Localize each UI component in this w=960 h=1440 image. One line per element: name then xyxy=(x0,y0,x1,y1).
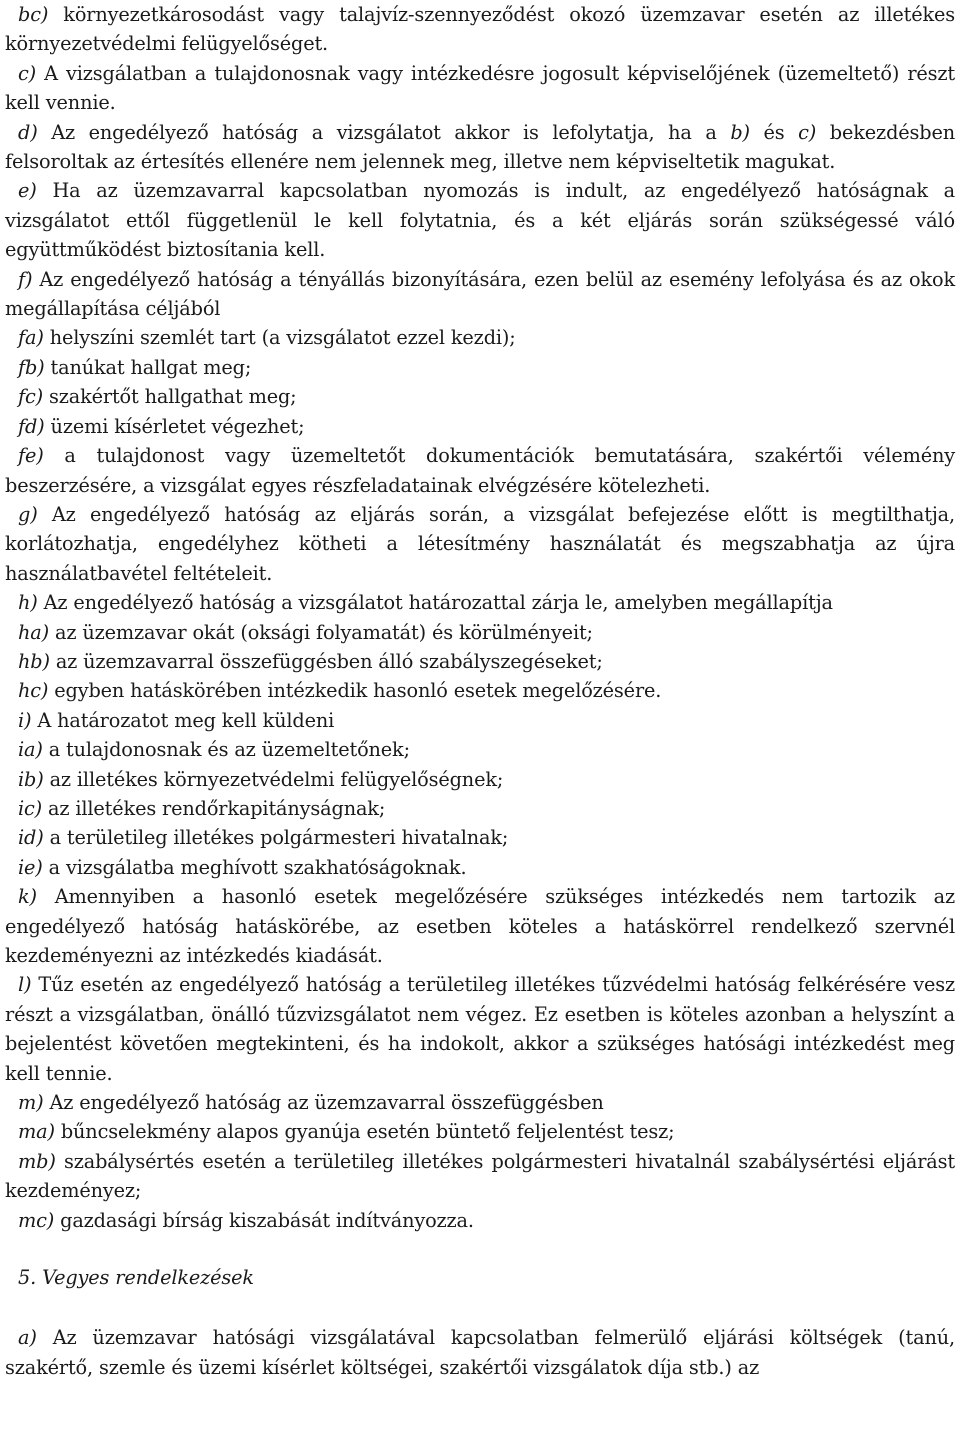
list-item-mc xyxy=(5,1206,955,1235)
item-label: fa) xyxy=(18,326,44,350)
item-label: h) xyxy=(18,591,38,615)
item-label: e) xyxy=(18,179,37,203)
item-label: hb) xyxy=(18,649,50,673)
item-text: üzemi kísérletet végezhet; xyxy=(50,414,305,438)
item-label: ia) xyxy=(18,738,43,762)
item-text: környezetkárosodást vagy talajvíz-szennyeződést okozó üzemzavar esetén az illetékes környezetvédelmi felügyelőséget. xyxy=(5,3,955,56)
item-label: mb) xyxy=(18,1149,56,1173)
item-label: mc) xyxy=(18,1208,55,1232)
item-text: bűncselekmény alapos gyanúja esetén büntető feljelentést tesz; xyxy=(60,1120,675,1144)
item-text: a tulajdonosnak és az üzemeltetőnek; xyxy=(48,738,410,762)
paragraph-h xyxy=(5,588,955,617)
item-label: d) xyxy=(18,120,38,144)
item-text: az illetékes környezetvédelmi felügyelőségnek; xyxy=(49,767,504,791)
item-text: a vizsgálatba meghívott szakhatóságoknak. xyxy=(48,855,467,879)
item-text: helyszíni szemlét tart (a vizsgálatot ezzel kezdi); xyxy=(49,326,516,350)
item-label: i) xyxy=(18,708,32,732)
item-text: az illetékes rendőrkapitányságnak; xyxy=(48,796,386,820)
item-label: hc) xyxy=(18,679,49,703)
list-item-ma xyxy=(5,1117,955,1146)
item-text: A határozatot meg kell küldeni xyxy=(37,708,335,732)
paragraph-mb xyxy=(5,1147,955,1206)
item-text: Ha az üzemzavarral kapcsolatban nyomozás is indult, az engedélyező hatóságnak a vizsgálatot ettől függetlenül le kell folytatnia, és a két eljárás során szükségessé váló együttműködést biztosítania kell. xyxy=(5,179,955,262)
list-item-hb xyxy=(5,647,955,676)
section-number: 5. xyxy=(18,1266,37,1290)
item-text: szabálysértés esetén a területileg illetékes polgármesteri hivatalnál szabálysértési eljárást kezdeményez; xyxy=(5,1149,955,1203)
item-label: bc) xyxy=(18,3,49,26)
item-text: Amennyiben a hasonló esetek megelőzésére szükséges intézkedés nem tartozik az engedélyező hatóság hatáskörébe, az esetben köteles a hatáskörrel rendelkező szervnél kezdeményezni az intézkedés kiadását. xyxy=(5,885,955,967)
item-text: Az engedélyező hatóság a vizsgálatot határozattal zárja le, amelyben megállapítja xyxy=(43,591,833,615)
item-text: Tűz esetén az engedélyező hatóság a területileg illetékes tűzvédelmi hatóság felkérésére vesz részt a vizsgálatban, önálló tűzvizsgálatot nem végez. Ez esetben is köteles azonban a helyszínt a bejelentést követően megtekinteni, és ha indokolt, akkor a szükséges hatósági intézkedést meg kell tennie. xyxy=(5,973,955,1085)
paragraph-l xyxy=(5,970,955,1088)
item-label: ie) xyxy=(18,855,43,879)
item-label: fc) xyxy=(18,385,44,409)
item-label: fd) xyxy=(18,414,45,438)
item-label: fb) xyxy=(18,355,45,379)
item-reference: c) xyxy=(798,120,817,144)
paragraph-c xyxy=(5,59,955,118)
item-text: bekezdésben felsoroltak az értesítés ellenére nem jelennek meg, illetve nem képviseltetik magukat. xyxy=(5,120,955,174)
paragraph-g xyxy=(5,500,955,588)
paragraph-bc xyxy=(5,0,955,59)
item-text: Az üzemzavar hatósági vizsgálatával kapcsolatban felmerülő eljárási költségek (tanú, szakértő, szemle és üzemi kísérlet költségei, szakértői vizsgálatok díja stb.) az xyxy=(5,1326,955,1379)
document-page xyxy=(5,0,955,1382)
list-item-fa xyxy=(5,323,955,352)
section-title: Vegyes rendelkezések xyxy=(42,1266,254,1290)
item-label: id) xyxy=(18,826,44,850)
list-item-ic xyxy=(5,794,955,823)
list-item-id xyxy=(5,823,955,852)
item-text: A vizsgálatban a tulajdonosnak vagy intézkedésre jogosult képviselőjének (üzemeltető) részt kell vennie. xyxy=(5,61,955,115)
item-text: Az engedélyező hatóság a vizsgálatot akkor is lefolytatja, ha a xyxy=(51,120,731,144)
item-text: az üzemzavarral összefüggésben álló szabályszegéseket; xyxy=(55,649,603,673)
item-text: tanúkat hallgat meg; xyxy=(50,355,252,379)
list-item-ie xyxy=(5,853,955,882)
list-item-fc xyxy=(5,382,955,411)
paragraph-fe xyxy=(5,441,955,500)
item-text: a tulajdonost vagy üzemeltetőt dokumentációk bemutatására, szakértői vélemény beszerzésére, a vizsgálat egyes részfeladatainak elvégzésére kötelezheti. xyxy=(5,444,955,497)
list-item-m xyxy=(5,1088,955,1117)
item-label: f) xyxy=(18,267,33,291)
list-item-ha xyxy=(5,618,955,647)
paragraph-section5-a xyxy=(5,1323,955,1382)
item-label: c) xyxy=(18,61,37,85)
item-text: egyben hatáskörében intézkedik hasonló esetek megelőzésére. xyxy=(54,679,662,703)
item-text: Az engedélyező hatóság az üzemzavarral összefüggésben xyxy=(49,1091,604,1115)
item-text: Az engedélyező hatóság a tényállás bizonyítására, ezen belül az esemény lefolyása és az okok megállapítása céljából xyxy=(5,267,955,321)
item-label: k) xyxy=(18,885,37,909)
item-text: az üzemzavar okát (oksági folyamatát) és körülményeit; xyxy=(54,620,593,644)
list-item-ib xyxy=(5,765,955,794)
paragraph-k xyxy=(5,882,955,970)
item-label: a) xyxy=(18,1326,37,1350)
list-item-hc xyxy=(5,676,955,705)
item-text: szakértőt hallgathat meg; xyxy=(49,385,297,409)
list-item-i xyxy=(5,706,955,735)
list-item-fd xyxy=(5,412,955,441)
item-label: ha) xyxy=(18,620,49,644)
item-label: ma) xyxy=(18,1120,55,1144)
paragraph-f xyxy=(5,265,955,324)
item-label: ic) xyxy=(18,796,43,820)
item-label: m) xyxy=(18,1091,44,1115)
paragraph-d xyxy=(5,118,955,177)
item-label: fe) xyxy=(18,444,44,468)
list-item-ia xyxy=(5,735,955,764)
list-item-fb xyxy=(5,353,955,382)
item-text: a területileg illetékes polgármesteri hivatalnak; xyxy=(49,826,509,850)
item-reference: b) xyxy=(730,120,750,144)
item-label: l) xyxy=(18,973,32,997)
item-label: g) xyxy=(18,502,38,526)
item-label: ib) xyxy=(18,767,44,791)
paragraph-e xyxy=(5,176,955,264)
section-heading xyxy=(5,1263,955,1292)
item-text: Az engedélyező hatóság az eljárás során, a vizsgálat befejezése előtt is megtilthatja, korlátozhatja, engedélyhez kötheti a létesítmény használatát és megszabhatja az újra használatbavétel feltételeit. xyxy=(5,502,956,585)
item-text: gazdasági bírság kiszabását indítványozza. xyxy=(60,1208,474,1232)
item-text: és xyxy=(749,120,799,144)
